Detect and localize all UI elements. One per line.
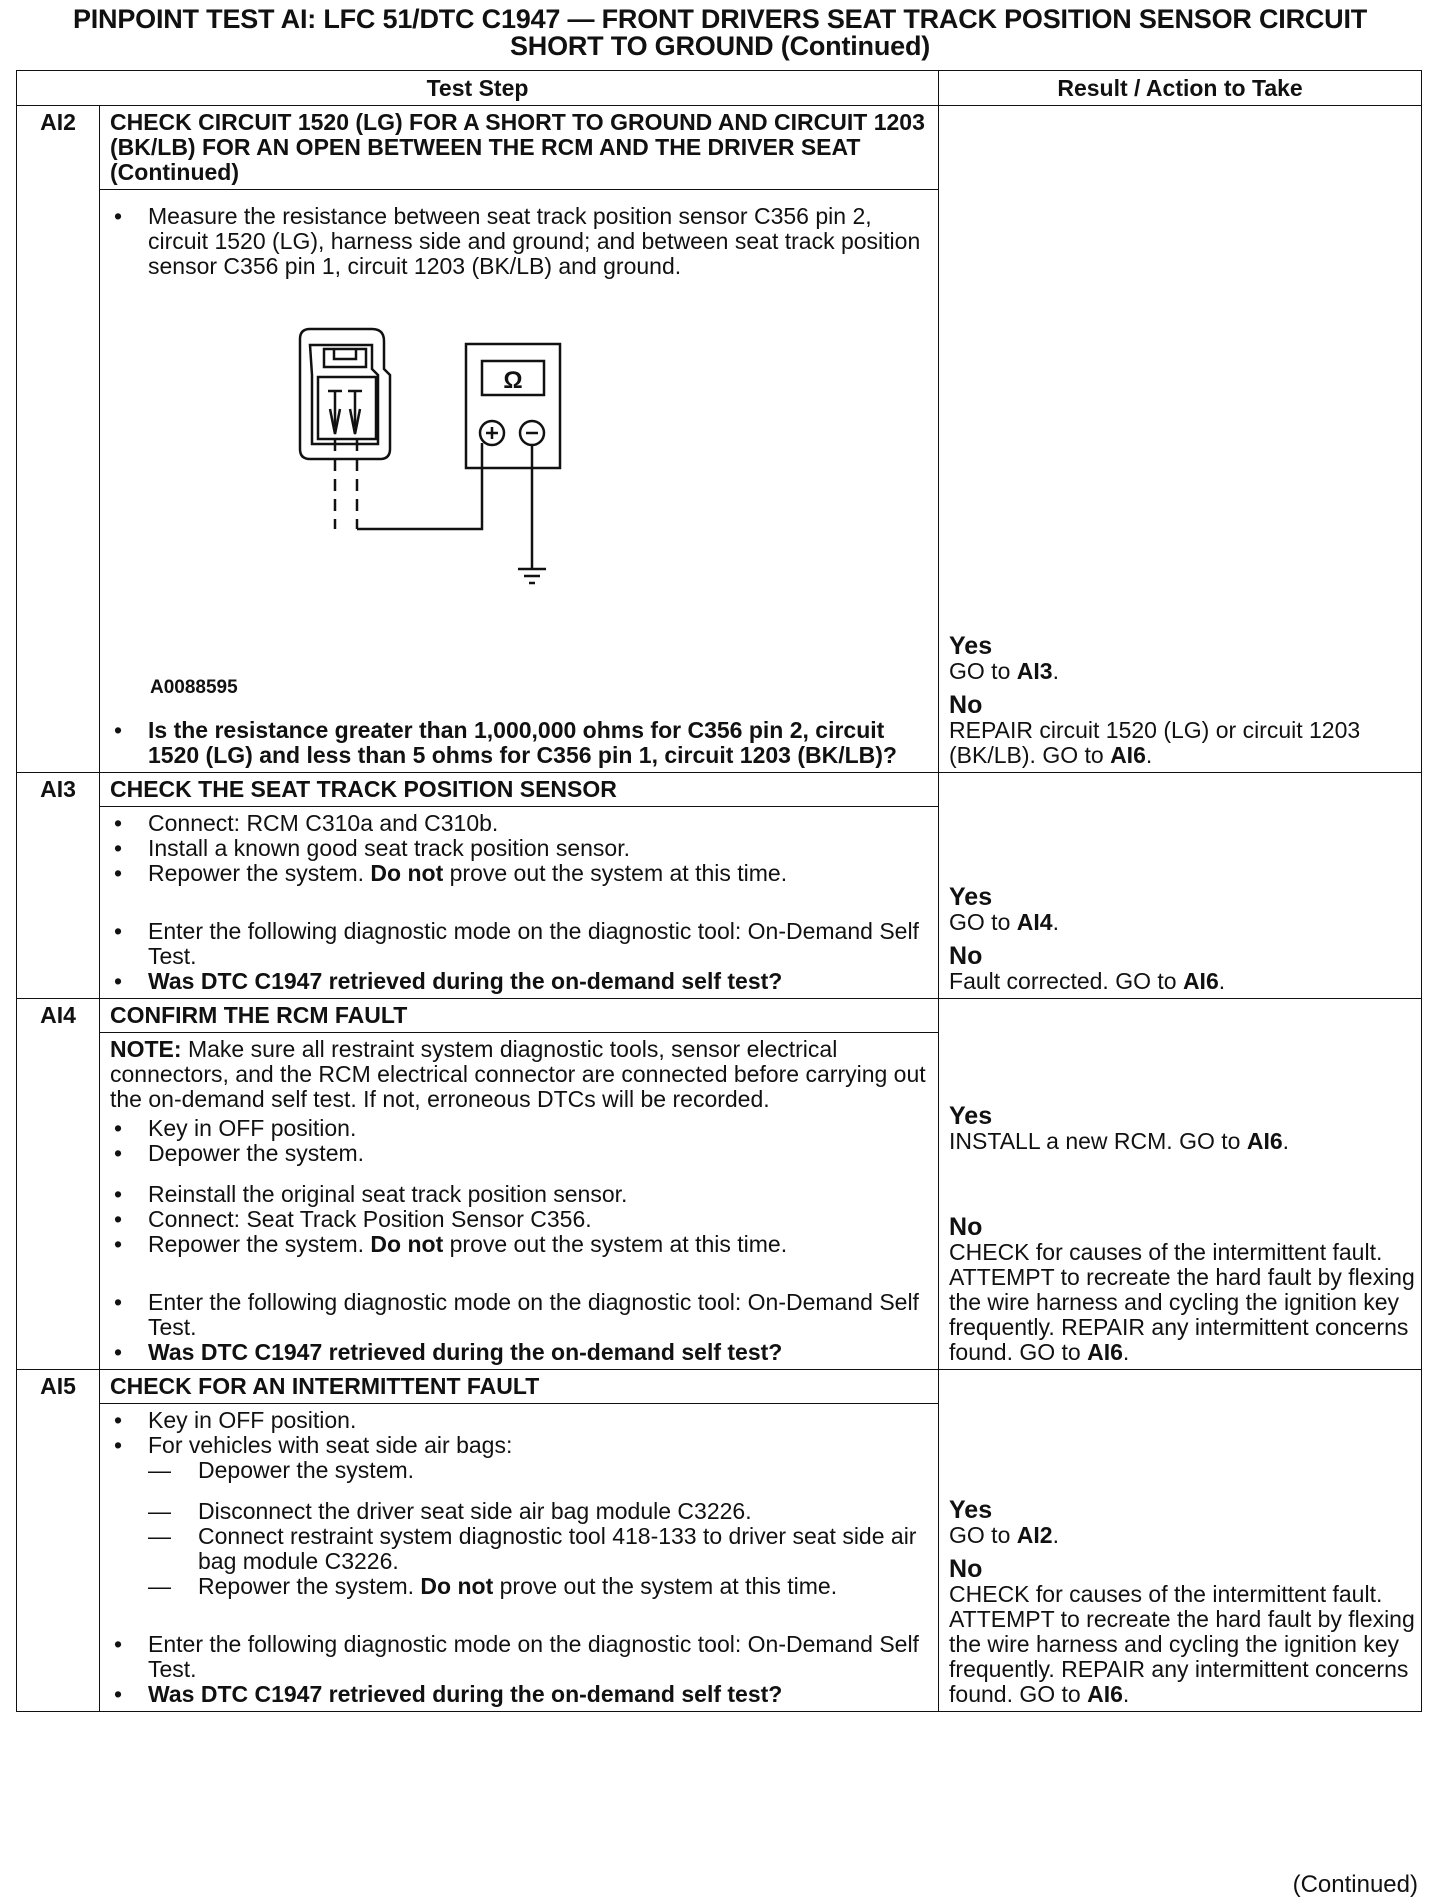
step-ai2-heading-row <box>17 106 1422 190</box>
step-body-ai2 <box>100 190 939 773</box>
sub-instruction: — Disconnect the driver seat side air bag module C3226. <box>110 1499 928 1524</box>
yes-label: Yes <box>949 632 993 660</box>
question: • Was DTC C1947 retrieved during the on-demand self test? <box>110 969 928 994</box>
ohm-symbol: Ω <box>503 367 523 394</box>
sub-instruction: — Repower the system. Do not prove out the system at this time. <box>110 1574 928 1599</box>
yes-action: GO to AI4. <box>949 909 1059 935</box>
no-label: No <box>949 942 983 970</box>
instruction: • Reinstall the original seat track position sensor. <box>110 1182 928 1207</box>
step-heading-ai5: CHECK FOR AN INTERMITTENT FAULT <box>100 1370 939 1404</box>
table-header-row <box>17 71 1422 106</box>
instruction: • Repower the system. Do not prove out the system at this time. <box>110 861 928 886</box>
instruction: • Enter the following diagnostic mode on the diagnostic tool: On-Demand Self Test. <box>110 919 928 969</box>
result-header: Result / Action to Take <box>939 71 1422 106</box>
instruction: • Repower the system. Do not prove out the system at this time. <box>110 1232 928 1257</box>
result-ai2 <box>939 106 1422 773</box>
yes-label: Yes <box>949 1496 993 1524</box>
no-label: No <box>949 1555 983 1583</box>
no-action: CHECK for causes of the intermittent fault. ATTEMPT to recreate the hard fault by flexing the wire harness and cycling the ignition key frequently. REPAIR any intermittent concerns found. GO to AI6. <box>949 1239 1415 1365</box>
question: • Is the resistance greater than 1,000,000 ohms for C356 pin 2, circuit 1520 (LG) and less than 5 ohms for C356 pin 1, circuit 1203 (BK/LB)? <box>110 718 928 768</box>
step-id-ai3: AI3 <box>17 773 100 999</box>
result-ai5 <box>939 1370 1422 1712</box>
note: NOTE: Make sure all restraint system diagnostic tools, sensor electrical connectors, and the RCM electrical connector are connected before carrying out the on-demand self test. If not, erroneous DTCs will be recorded. <box>110 1036 926 1112</box>
step-heading-ai4: CONFIRM THE RCM FAULT <box>100 999 939 1033</box>
step-heading-ai3: CHECK THE SEAT TRACK POSITION SENSOR <box>100 773 939 807</box>
continued-footer: (Continued) <box>1292 1871 1418 1898</box>
step-body-ai4 <box>100 1033 939 1370</box>
step-body-ai3 <box>100 807 939 999</box>
instruction: • For vehicles with seat side air bags: <box>110 1433 928 1458</box>
instruction: • Connect: Seat Track Position Sensor C356. <box>110 1207 928 1232</box>
step-id-ai5: AI5 <box>17 1370 100 1712</box>
no-action: REPAIR circuit 1520 (LG) or circuit 1203 (BK/LB). GO to AI6. <box>949 717 1361 768</box>
no-label: No <box>949 691 983 719</box>
step-id-ai4: AI4 <box>17 999 100 1370</box>
pinpoint-test-table <box>16 70 1422 1712</box>
yes-action: GO to AI2. <box>949 1522 1059 1548</box>
test-step-header: Test Step <box>17 71 939 106</box>
instruction: • Enter the following diagnostic mode on the diagnostic tool: On-Demand Self Test. <box>110 1632 928 1682</box>
page-title <box>0 6 1440 60</box>
instruction: • Measure the resistance between seat track position sensor C356 pin 2, circuit 1520 (LG), harness side and ground; and between seat track position sensor C356 pin 1, circuit 1203 (BK/LB) and ground. <box>110 204 928 279</box>
no-action: Fault corrected. GO to AI6. <box>949 968 1226 994</box>
sub-instruction: — Depower the system. <box>110 1458 928 1483</box>
instruction: • Key in OFF position. <box>110 1116 928 1141</box>
step-id-ai2: AI2 <box>17 106 100 773</box>
step-heading-ai2: CHECK CIRCUIT 1520 (LG) FOR A SHORT TO GROUND AND CIRCUIT 1203 (BK/LB) FOR AN OPEN BETWEEN THE RCM AND THE DRIVER SEAT (Continued) <box>100 106 939 190</box>
step-body-ai5 <box>100 1404 939 1712</box>
title-line-1: PINPOINT TEST AI: LFC 51/DTC C1947 — FRONT DRIVERS SEAT TRACK POSITION SENSOR CIRCUIT <box>72 4 1368 34</box>
instruction: • Enter the following diagnostic mode on the diagnostic tool: On-Demand Self Test. <box>110 1290 928 1340</box>
question: • Was DTC C1947 retrieved during the on-demand self test? <box>110 1340 928 1365</box>
instruction: • Install a known good seat track position sensor. <box>110 836 928 861</box>
figure-code: A0088595 <box>150 677 238 698</box>
question: • Was DTC C1947 retrieved during the on-demand self test? <box>110 1682 928 1707</box>
step-ai4-heading-row <box>17 999 1422 1033</box>
result-ai4 <box>939 999 1422 1370</box>
ohmmeter-diagram <box>100 279 939 669</box>
yes-label: Yes <box>949 883 993 911</box>
step-ai3-heading-row <box>17 773 1422 807</box>
title-line-2: SHORT TO GROUND (Continued) <box>509 31 931 61</box>
result-ai3 <box>939 773 1422 999</box>
no-label: No <box>949 1213 983 1241</box>
no-action: CHECK for causes of the intermittent fault. ATTEMPT to recreate the hard fault by flexing the wire harness and cycling the ignition key frequently. REPAIR any intermittent concerns found. GO to AI6. <box>949 1581 1415 1707</box>
instruction: • Key in OFF position. <box>110 1408 928 1433</box>
yes-action: GO to AI3. <box>949 658 1059 684</box>
connector-ohmmeter-figure <box>110 279 928 669</box>
instruction: • Depower the system. <box>110 1141 928 1166</box>
instruction: • Connect: RCM C310a and C310b. <box>110 811 928 836</box>
yes-label: Yes <box>949 1102 993 1130</box>
step-ai5-heading-row <box>17 1370 1422 1404</box>
yes-action: INSTALL a new RCM. GO to AI6. <box>949 1128 1290 1154</box>
sub-instruction: — Connect restraint system diagnostic tool 418-133 to driver seat side air bag module C3226. <box>110 1524 928 1574</box>
